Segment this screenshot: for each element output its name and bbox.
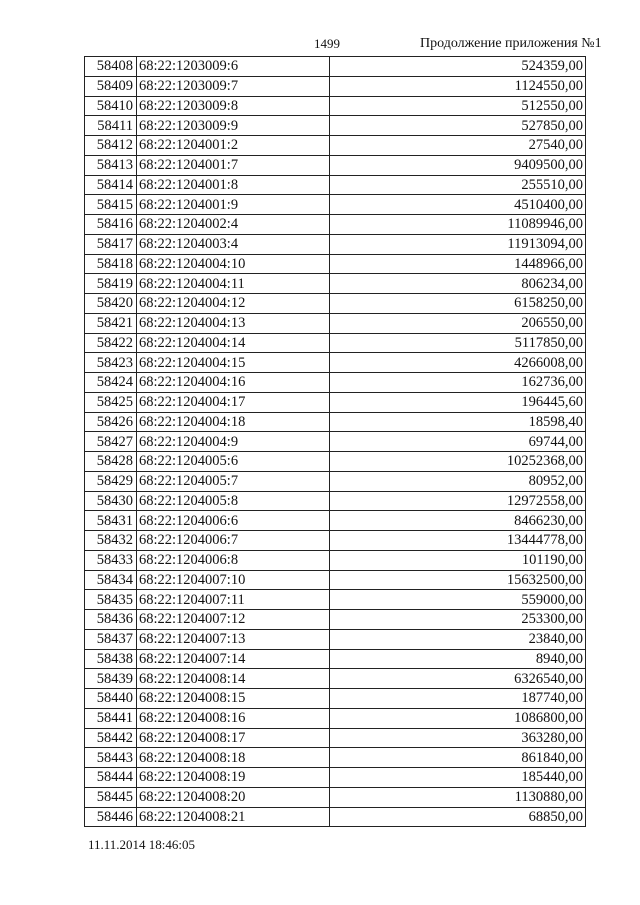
row-number-cell: 58418	[85, 254, 137, 274]
cadastral-number-cell: 68:22:1204006:6	[137, 511, 330, 531]
table-row	[85, 590, 586, 610]
cadastral-value-cell: 253300,00	[330, 610, 586, 630]
row-number-cell: 58416	[85, 215, 137, 235]
row-number-cell: 58424	[85, 373, 137, 393]
table-row	[85, 234, 586, 254]
cadastral-number-cell: 68:22:1204001:9	[137, 195, 330, 215]
row-number-cell: 58426	[85, 412, 137, 432]
cadastral-number-cell: 68:22:1203009:7	[137, 76, 330, 96]
cadastral-number-cell: 68:22:1204008:15	[137, 689, 330, 709]
row-number-cell: 58408	[85, 57, 137, 77]
cadastral-value-cell: 15632500,00	[330, 570, 586, 590]
table-row	[85, 748, 586, 768]
table-row	[85, 136, 586, 156]
cadastral-number-cell: 68:22:1204007:11	[137, 590, 330, 610]
cadastral-value-cell: 255510,00	[330, 175, 586, 195]
table-row	[85, 649, 586, 669]
row-number-cell: 58409	[85, 76, 137, 96]
row-number-cell: 58420	[85, 294, 137, 314]
row-number-cell: 58439	[85, 669, 137, 689]
table-row	[85, 689, 586, 709]
cadastral-value-cell: 196445,60	[330, 392, 586, 412]
row-number-cell: 58412	[85, 136, 137, 156]
row-number-cell: 58429	[85, 471, 137, 491]
row-number-cell: 58446	[85, 807, 137, 827]
table-row	[85, 669, 586, 689]
cadastral-number-cell: 68:22:1204007:14	[137, 649, 330, 669]
table-row	[85, 728, 586, 748]
cadastral-number-cell: 68:22:1204007:10	[137, 570, 330, 590]
continuation-heading: Продолжение приложения №1	[420, 36, 602, 51]
cadastral-value-cell: 206550,00	[330, 313, 586, 333]
cadastral-number-cell: 68:22:1204004:12	[137, 294, 330, 314]
table-row	[85, 471, 586, 491]
cadastral-number-cell: 68:22:1204005:8	[137, 491, 330, 511]
cadastral-number-cell: 68:22:1204004:10	[137, 254, 330, 274]
table-row	[85, 215, 586, 235]
cadastral-number-cell: 68:22:1204008:18	[137, 748, 330, 768]
table-row	[85, 610, 586, 630]
page-number: 1499	[314, 36, 340, 51]
cadastral-value-cell: 861840,00	[330, 748, 586, 768]
cadastral-value-cell: 6326540,00	[330, 669, 586, 689]
cadastral-value-cell: 4266008,00	[330, 353, 586, 373]
row-number-cell: 58422	[85, 333, 137, 353]
row-number-cell: 58414	[85, 175, 137, 195]
table-row	[85, 392, 586, 412]
cadastral-value-cell: 1124550,00	[330, 76, 586, 96]
row-number-cell: 58411	[85, 116, 137, 136]
cadastral-number-cell: 68:22:1204004:16	[137, 373, 330, 393]
cadastral-value-cell: 11089946,00	[330, 215, 586, 235]
cadastral-value-cell: 1130880,00	[330, 787, 586, 807]
cadastral-number-cell: 68:22:1204006:7	[137, 531, 330, 551]
table-row	[85, 333, 586, 353]
cadastral-value-cell: 162736,00	[330, 373, 586, 393]
table-row	[85, 787, 586, 807]
table-row	[85, 768, 586, 788]
cadastral-value-cell: 101190,00	[330, 550, 586, 570]
cadastral-number-cell: 68:22:1204003:4	[137, 234, 330, 254]
cadastral-value-cell: 69744,00	[330, 432, 586, 452]
cadastral-value-cell: 9409500,00	[330, 155, 586, 175]
cadastral-value-cell: 185440,00	[330, 768, 586, 788]
cadastral-number-cell: 68:22:1204004:15	[137, 353, 330, 373]
table-row	[85, 313, 586, 333]
cadastral-value-cell: 23840,00	[330, 629, 586, 649]
row-number-cell: 58442	[85, 728, 137, 748]
cadastral-value-cell: 11913094,00	[330, 234, 586, 254]
cadastral-number-cell: 68:22:1204008:17	[137, 728, 330, 748]
cadastral-number-cell: 68:22:1203009:8	[137, 96, 330, 116]
row-number-cell: 58423	[85, 353, 137, 373]
table-row	[85, 412, 586, 432]
cadastral-number-cell: 68:22:1204007:13	[137, 629, 330, 649]
table-row	[85, 452, 586, 472]
cadastral-number-cell: 68:22:1204008:20	[137, 787, 330, 807]
cadastral-number-cell: 68:22:1204008:16	[137, 708, 330, 728]
cadastral-value-cell: 80952,00	[330, 471, 586, 491]
row-number-cell: 58435	[85, 590, 137, 610]
cadastral-value-cell: 13444778,00	[330, 531, 586, 551]
cadastral-number-cell: 68:22:1204004:14	[137, 333, 330, 353]
row-number-cell: 58417	[85, 234, 137, 254]
cadastral-value-cell: 1086800,00	[330, 708, 586, 728]
cadastral-number-cell: 68:22:1204004:17	[137, 392, 330, 412]
row-number-cell: 58440	[85, 689, 137, 709]
row-number-cell: 58443	[85, 748, 137, 768]
cadastral-value-cell: 527850,00	[330, 116, 586, 136]
row-number-cell: 58436	[85, 610, 137, 630]
row-number-cell: 58438	[85, 649, 137, 669]
cadastral-value-cell: 8940,00	[330, 649, 586, 669]
table-row	[85, 294, 586, 314]
cadastral-value-cell: 187740,00	[330, 689, 586, 709]
cadastral-value-cell: 363280,00	[330, 728, 586, 748]
table-row	[85, 76, 586, 96]
table-row	[85, 807, 586, 827]
cadastral-value-cell: 4510400,00	[330, 195, 586, 215]
cadastral-value-cell: 559000,00	[330, 590, 586, 610]
table-row	[85, 570, 586, 590]
table-row	[85, 195, 586, 215]
cadastral-value-cell: 27540,00	[330, 136, 586, 156]
row-number-cell: 58431	[85, 511, 137, 531]
row-number-cell: 58428	[85, 452, 137, 472]
cadastral-value-cell: 10252368,00	[330, 452, 586, 472]
row-number-cell: 58445	[85, 787, 137, 807]
row-number-cell: 58444	[85, 768, 137, 788]
table-row	[85, 550, 586, 570]
table-row	[85, 116, 586, 136]
cadastral-number-cell: 68:22:1204005:7	[137, 471, 330, 491]
table-row	[85, 254, 586, 274]
table-row	[85, 629, 586, 649]
row-number-cell: 58441	[85, 708, 137, 728]
cadastral-value-cell: 12972558,00	[330, 491, 586, 511]
cadastral-value-cell: 524359,00	[330, 57, 586, 77]
cadastral-number-cell: 68:22:1204004:11	[137, 274, 330, 294]
row-number-cell: 58419	[85, 274, 137, 294]
cadastral-number-cell: 68:22:1204008:14	[137, 669, 330, 689]
table-row	[85, 432, 586, 452]
cadastral-number-cell: 68:22:1204001:8	[137, 175, 330, 195]
cadastral-number-cell: 68:22:1204004:18	[137, 412, 330, 432]
row-number-cell: 58425	[85, 392, 137, 412]
cadastral-value-cell: 806234,00	[330, 274, 586, 294]
cadastral-value-cell: 6158250,00	[330, 294, 586, 314]
cadastral-number-cell: 68:22:1204008:21	[137, 807, 330, 827]
row-number-cell: 58415	[85, 195, 137, 215]
table-row	[85, 491, 586, 511]
table-body	[85, 57, 586, 827]
table-row	[85, 155, 586, 175]
row-number-cell: 58434	[85, 570, 137, 590]
cadastral-number-cell: 68:22:1204001:7	[137, 155, 330, 175]
cadastral-number-cell: 68:22:1204005:6	[137, 452, 330, 472]
row-number-cell: 58432	[85, 531, 137, 551]
row-number-cell: 58437	[85, 629, 137, 649]
table-row	[85, 96, 586, 116]
print-timestamp: 11.11.2014 18:46:05	[88, 837, 196, 852]
row-number-cell: 58410	[85, 96, 137, 116]
table-row	[85, 373, 586, 393]
cadastral-value-cell: 1448966,00	[330, 254, 586, 274]
table-row	[85, 531, 586, 551]
cadastral-value-table	[84, 56, 586, 827]
cadastral-number-cell: 68:22:1204004:13	[137, 313, 330, 333]
row-number-cell: 58413	[85, 155, 137, 175]
cadastral-number-cell: 68:22:1204006:8	[137, 550, 330, 570]
cadastral-value-cell: 8466230,00	[330, 511, 586, 531]
cadastral-value-cell: 18598,40	[330, 412, 586, 432]
cadastral-number-cell: 68:22:1203009:6	[137, 57, 330, 77]
cadastral-number-cell: 68:22:1204004:9	[137, 432, 330, 452]
cadastral-number-cell: 68:22:1204001:2	[137, 136, 330, 156]
cadastral-value-cell: 68850,00	[330, 807, 586, 827]
row-number-cell: 58427	[85, 432, 137, 452]
table-row	[85, 57, 586, 77]
row-number-cell: 58430	[85, 491, 137, 511]
row-number-cell: 58433	[85, 550, 137, 570]
cadastral-value-cell: 512550,00	[330, 96, 586, 116]
cadastral-value-cell: 5117850,00	[330, 333, 586, 353]
table-row	[85, 353, 586, 373]
cadastral-number-cell: 68:22:1204008:19	[137, 768, 330, 788]
table-row	[85, 511, 586, 531]
row-number-cell: 58421	[85, 313, 137, 333]
table-row	[85, 274, 586, 294]
cadastral-number-cell: 68:22:1203009:9	[137, 116, 330, 136]
cadastral-number-cell: 68:22:1204002:4	[137, 215, 330, 235]
cadastral-number-cell: 68:22:1204007:12	[137, 610, 330, 630]
table-row	[85, 708, 586, 728]
table-row	[85, 175, 586, 195]
